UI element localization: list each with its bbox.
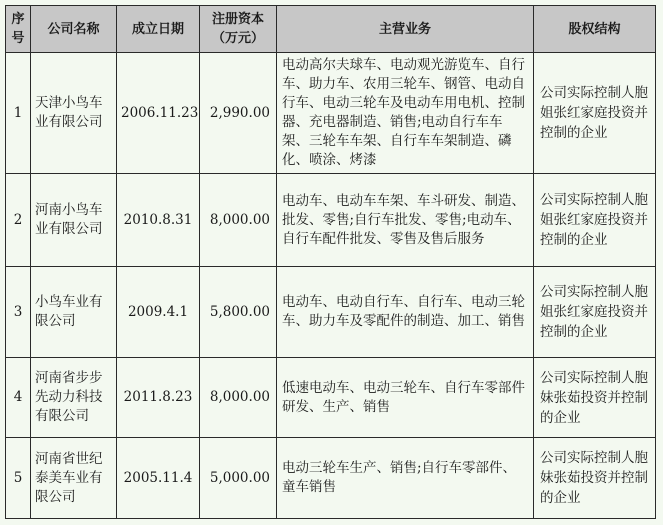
header-registered-capital: 注册资本（万元） <box>200 6 277 53</box>
table-row <box>6 358 656 438</box>
cell-ownership: 公司实际控制人胞姐张红家庭投资并控制的企业 <box>534 174 656 267</box>
cell-founding-date: 2006.11.23 <box>117 53 200 174</box>
cell-registered-capital: 5,800.00 <box>200 267 277 358</box>
header-main-business: 主营业务 <box>277 6 534 53</box>
header-company-name: 公司名称 <box>31 6 117 53</box>
cell-ownership: 公司实际控制人胞姐张红家庭投资并控制的企业 <box>534 53 656 174</box>
cell-founding-date: 2010.8.31 <box>117 174 200 267</box>
cell-main-business: 电动高尔夫球车、电动观光游览车、自行车、助力车、农用三轮车、钢管、电动自行车、电动三轮车及电动车用电机、控制器、充电器制造、销售;电动自行车车架、三轮车车架、自行车车架制造、磷化、喷涂、烤漆 <box>277 53 534 174</box>
cell-main-business: 低速电动车、电动三轮车、自行车零部件研发、生产、销售 <box>277 358 534 438</box>
cell-ownership: 公司实际控制人胞妹张茹投资并控制的企业 <box>534 438 656 519</box>
cell-main-business: 电动三轮车生产、销售;自行车零部件、童车销售 <box>277 438 534 519</box>
cell-seq: 2 <box>6 174 31 267</box>
cell-seq: 4 <box>6 358 31 438</box>
cell-registered-capital: 5,000.00 <box>200 438 277 519</box>
cell-founding-date: 2011.8.23 <box>117 358 200 438</box>
cell-ownership: 公司实际控制人胞妹张茹投资并控制的企业 <box>534 358 656 438</box>
cell-main-business: 电动车、电动自行车、自行车、电动三轮车、助力车及零配件的制造、加工、销售 <box>277 267 534 358</box>
cell-registered-capital: 8,000.00 <box>200 358 277 438</box>
header-founding-date: 成立日期 <box>117 6 200 53</box>
table-row <box>6 174 656 267</box>
cell-seq: 3 <box>6 267 31 358</box>
table-row <box>6 53 656 174</box>
cell-main-business: 电动车、电动车车架、车斗研发、制造、批发、零售;自行车批发、零售;电动车、自行车配件批发、零售及售后服务 <box>277 174 534 267</box>
cell-company-name: 天津小鸟车业有限公司 <box>31 53 117 174</box>
table-header-row <box>6 6 656 53</box>
table-row <box>6 438 656 519</box>
cell-registered-capital: 8,000.00 <box>200 174 277 267</box>
affiliated-companies-table <box>5 5 656 519</box>
cell-company-name: 河南省步步先动力科技有限公司 <box>31 358 117 438</box>
cell-seq: 5 <box>6 438 31 519</box>
cell-founding-date: 2005.11.4 <box>117 438 200 519</box>
cell-company-name: 河南省世纪泰美车业有限公司 <box>31 438 117 519</box>
cell-ownership: 公司实际控制人胞姐张红家庭投资并控制的企业 <box>534 267 656 358</box>
cell-company-name: 小鸟车业有限公司 <box>31 267 117 358</box>
cell-registered-capital: 2,990.00 <box>200 53 277 174</box>
cell-founding-date: 2009.4.1 <box>117 267 200 358</box>
table-row <box>6 267 656 358</box>
header-seq: 序号 <box>6 6 31 53</box>
cell-company-name: 河南小鸟车业有限公司 <box>31 174 117 267</box>
cell-seq: 1 <box>6 53 31 174</box>
header-ownership: 股权结构 <box>534 6 656 53</box>
